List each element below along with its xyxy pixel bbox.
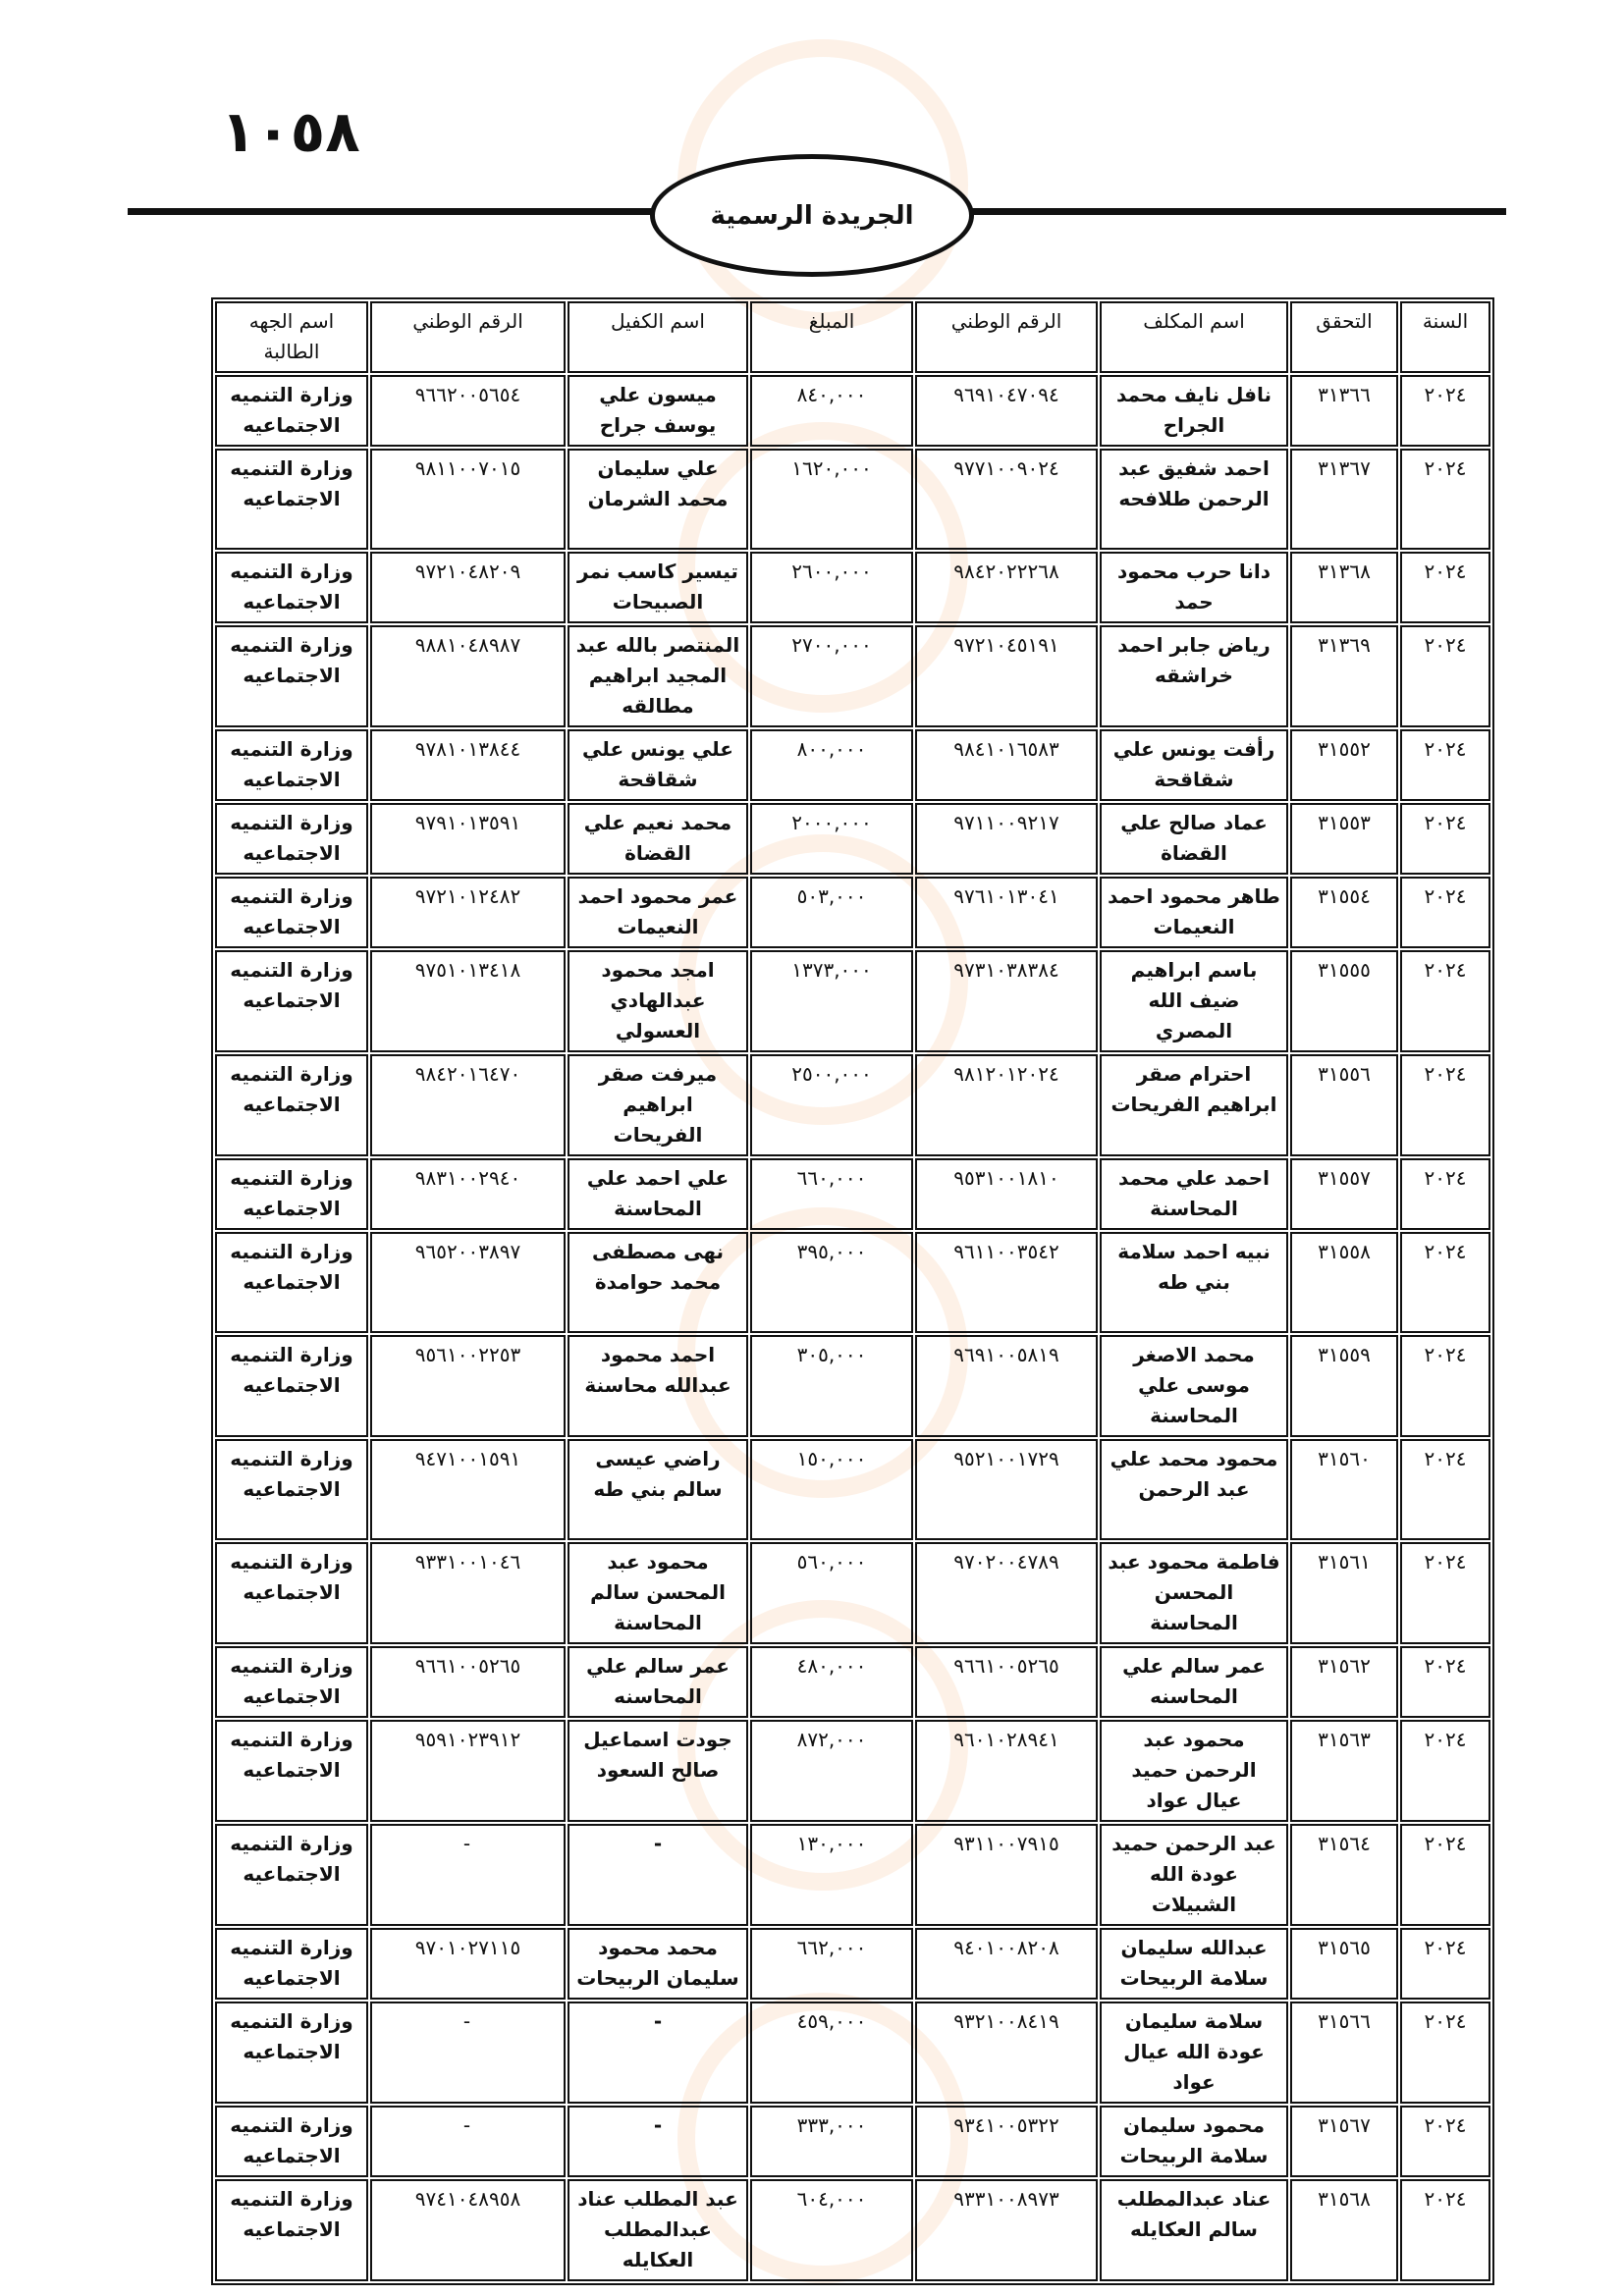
cell-requesting-entity: وزارة التنميه الاجتماعيه — [215, 950, 368, 1052]
cell-guarantor-national-id: ٩٧٤١٠٤٨٩٥٨ — [370, 2179, 566, 2281]
table-row — [215, 1054, 1490, 1156]
table-row — [215, 877, 1490, 948]
cell-year: ٢٠٢٤ — [1400, 1232, 1490, 1333]
cell-guarantor-name: تيسير كاسب نمر الصبيحات — [568, 552, 748, 623]
table-row — [215, 1542, 1490, 1644]
cell-year: ٢٠٢٤ — [1400, 625, 1490, 727]
cell-year: ٢٠٢٤ — [1400, 449, 1490, 550]
cell-requesting-entity: وزارة التنميه الاجتماعيه — [215, 1439, 368, 1540]
cell-year: ٢٠٢٤ — [1400, 1542, 1490, 1644]
cell-requesting-entity: وزارة التنميه الاجتماعيه — [215, 1158, 368, 1230]
cell-taxpayer-name: رأفت يونس علي شقاقحة — [1100, 729, 1288, 801]
cell-requesting-entity: وزارة التنميه الاجتماعيه — [215, 1720, 368, 1822]
cell-taxpayer-national-id: ٩٧٦١٠١٣٠٤١ — [915, 877, 1098, 948]
cell-year: ٢٠٢٤ — [1400, 803, 1490, 875]
cell-amount: ٥٠٣,٠٠٠ — [750, 877, 913, 948]
cell-assessment: ٣١٥٥٦ — [1290, 1054, 1398, 1156]
cell-requesting-entity: وزارة التنميه الاجتماعيه — [215, 2106, 368, 2177]
cell-requesting-entity: وزارة التنميه الاجتماعيه — [215, 1824, 368, 1926]
cell-taxpayer-name: محمود محمد علي عبد الرحمن — [1100, 1439, 1288, 1540]
cell-taxpayer-national-id: ٩٧٣١٠٣٨٣٨٤ — [915, 950, 1098, 1052]
cell-assessment: ٣١٥٥٥ — [1290, 950, 1398, 1052]
cell-guarantor-national-id: ٩٧٠١٠٢٧١١٥ — [370, 1928, 566, 2000]
cell-assessment: ٣١٥٦١ — [1290, 1542, 1398, 1644]
cell-amount: ٢٧٠٠,٠٠٠ — [750, 625, 913, 727]
cell-assessment: ٣١٥٥٧ — [1290, 1158, 1398, 1230]
cell-year: ٢٠٢٤ — [1400, 1054, 1490, 1156]
cell-year: ٢٠٢٤ — [1400, 2002, 1490, 2104]
cell-assessment: ٣١٥٥٣ — [1290, 803, 1398, 875]
column-header-taxpayer-national-id: الرقم الوطني — [915, 301, 1098, 373]
cell-amount: ٦٦٠,٠٠٠ — [750, 1158, 913, 1230]
cell-taxpayer-name: عناد عبدالمطلب سالم العكايله — [1100, 2179, 1288, 2281]
cell-amount: ٦٠٤,٠٠٠ — [750, 2179, 913, 2281]
cell-guarantor-name: المنتصر بالله عبد المجيد ابراهيم مطالقه — [568, 625, 748, 727]
cell-taxpayer-national-id: ٩٦٠١٠٢٨٩٤١ — [915, 1720, 1098, 1822]
cell-guarantor-national-id: ٩٦٦١٠٠٥٢٦٥ — [370, 1646, 566, 1718]
cell-amount: ١٣٠,٠٠٠ — [750, 1824, 913, 1926]
cell-amount: ٤٨٠,٠٠٠ — [750, 1646, 913, 1718]
cell-guarantor-name: - — [568, 2002, 748, 2104]
table-row — [215, 950, 1490, 1052]
table-row — [215, 1158, 1490, 1230]
cell-guarantor-name: محمود عبد المحسن سالم المحاسنة — [568, 1542, 748, 1644]
cell-guarantor-name: ميسون علي يوسف جراح — [568, 375, 748, 447]
cell-amount: ٢٦٠٠,٠٠٠ — [750, 552, 913, 623]
cell-taxpayer-name: عماد صالح علي القضاة — [1100, 803, 1288, 875]
cell-taxpayer-name: احمد علي محمد المحاسنة — [1100, 1158, 1288, 1230]
cell-guarantor-national-id: ٩٦٦٢٠٠٥٦٥٤ — [370, 375, 566, 447]
cell-amount: ٥٦٠,٠٠٠ — [750, 1542, 913, 1644]
cell-year: ٢٠٢٤ — [1400, 1335, 1490, 1437]
cell-amount: ٣٠٥,٠٠٠ — [750, 1335, 913, 1437]
cell-guarantor-name: عمر محمود احمد النعيمات — [568, 877, 748, 948]
cell-taxpayer-national-id: ٩٣١١٠٠٧٩١٥ — [915, 1824, 1098, 1926]
cell-guarantor-national-id: ٩٦٥٢٠٠٣٨٩٧ — [370, 1232, 566, 1333]
cell-amount: ٢٥٠٠,٠٠٠ — [750, 1054, 913, 1156]
cell-assessment: ٣١٥٦٨ — [1290, 2179, 1398, 2281]
cell-taxpayer-national-id: ٩٨٤١٠١٦٥٨٣ — [915, 729, 1098, 801]
cell-guarantor-national-id: ٩٧٩١٠١٣٥٩١ — [370, 803, 566, 875]
cell-year: ٢٠٢٤ — [1400, 375, 1490, 447]
cell-requesting-entity: وزارة التنميه الاجتماعيه — [215, 625, 368, 727]
cell-year: ٢٠٢٤ — [1400, 2106, 1490, 2177]
cell-year: ٢٠٢٤ — [1400, 1158, 1490, 1230]
cell-taxpayer-name: باسم ابراهيم ضيف الله المصري — [1100, 950, 1288, 1052]
cell-guarantor-name: جودت اسماعيل صالح السعود — [568, 1720, 748, 1822]
cell-requesting-entity: وزارة التنميه الاجتماعيه — [215, 375, 368, 447]
cell-requesting-entity: وزارة التنميه الاجتماعيه — [215, 803, 368, 875]
cell-taxpayer-name: طاهر محمود احمد النعيمات — [1100, 877, 1288, 948]
cell-assessment: ٣١٥٥٩ — [1290, 1335, 1398, 1437]
cell-guarantor-national-id: ٩٧٥١٠١٣٤١٨ — [370, 950, 566, 1052]
cell-requesting-entity: وزارة التنميه الاجتماعيه — [215, 1232, 368, 1333]
cell-requesting-entity: وزارة التنميه الاجتماعيه — [215, 2002, 368, 2104]
cell-taxpayer-name: محمد الاصغر موسى علي المحاسنة — [1100, 1335, 1288, 1437]
cell-taxpayer-name: احترام صقر ابراهيم الفريحات — [1100, 1054, 1288, 1156]
cell-requesting-entity: وزارة التنميه الاجتماعيه — [215, 2179, 368, 2281]
cell-year: ٢٠٢٤ — [1400, 950, 1490, 1052]
cell-guarantor-national-id: ٩٥٩١٠٢٣٩١٢ — [370, 1720, 566, 1822]
table-row — [215, 1439, 1490, 1540]
cell-requesting-entity: وزارة التنميه الاجتماعيه — [215, 1335, 368, 1437]
cell-taxpayer-national-id: ٩٨١٢٠١٢٠٢٤ — [915, 1054, 1098, 1156]
cell-guarantor-national-id: ٩٤٧١٠٠١٥٩١ — [370, 1439, 566, 1540]
cell-requesting-entity: وزارة التنميه الاجتماعيه — [215, 877, 368, 948]
cell-year: ٢٠٢٤ — [1400, 1720, 1490, 1822]
cell-amount: ١٣٧٣,٠٠٠ — [750, 950, 913, 1052]
table-row — [215, 1335, 1490, 1437]
cell-assessment: ٣١٣٦٩ — [1290, 625, 1398, 727]
cell-year: ٢٠٢٤ — [1400, 552, 1490, 623]
cell-year: ٢٠٢٤ — [1400, 729, 1490, 801]
cell-requesting-entity: وزارة التنميه الاجتماعيه — [215, 1542, 368, 1644]
cell-taxpayer-national-id: ٩٧٠٢٠٠٤٧٨٩ — [915, 1542, 1098, 1644]
cell-guarantor-name: محمد محمود سليمان الربيحات — [568, 1928, 748, 2000]
data-table — [211, 297, 1494, 2285]
cell-taxpayer-national-id: ٩٧٧١٠٠٩٠٢٤ — [915, 449, 1098, 550]
cell-taxpayer-name: رياض جابر احمد خراشقه — [1100, 625, 1288, 727]
cell-taxpayer-national-id: ٩٣٢١٠٠٨٤١٩ — [915, 2002, 1098, 2104]
cell-guarantor-name: عمر سالم علي المحاسنه — [568, 1646, 748, 1718]
cell-taxpayer-national-id: ٩٥٣١٠٠١٨١٠ — [915, 1158, 1098, 1230]
cell-taxpayer-name: محمود سليمان سلامة الربيحات — [1100, 2106, 1288, 2177]
cell-taxpayer-name: دانا حرب محمود حمد — [1100, 552, 1288, 623]
cell-guarantor-name: راضي عيسى سالم بني طه — [568, 1439, 748, 1540]
page-number: ١٠٥٨ — [221, 98, 360, 165]
cell-assessment: ٣١٥٦٣ — [1290, 1720, 1398, 1822]
cell-taxpayer-national-id: ٩٥٢١٠٠١٧٢٩ — [915, 1439, 1098, 1540]
cell-taxpayer-name: عمر سالم علي المحاسنه — [1100, 1646, 1288, 1718]
table-row — [215, 552, 1490, 623]
cell-year: ٢٠٢٤ — [1400, 1824, 1490, 1926]
cell-guarantor-name: عبد المطلب عناد عبدالمطلب العكايله — [568, 2179, 748, 2281]
cell-guarantor-national-id: ٩٨٨١٠٤٨٩٨٧ — [370, 625, 566, 727]
cell-guarantor-name: علي يونس علي شقاقحة — [568, 729, 748, 801]
cell-assessment: ٣١٥٦٢ — [1290, 1646, 1398, 1718]
column-header-requesting-entity: اسم الجهه الطالبة — [215, 301, 368, 373]
cell-taxpayer-name: نافل نايف محمد الجراح — [1100, 375, 1288, 447]
cell-guarantor-national-id: - — [370, 1824, 566, 1926]
cell-taxpayer-name: عبد الرحمن حميد عودة الله الشبيلات — [1100, 1824, 1288, 1926]
table-row — [215, 1232, 1490, 1333]
table-row — [215, 1928, 1490, 2000]
cell-amount: ٣٩٥,٠٠٠ — [750, 1232, 913, 1333]
table-header-row — [215, 301, 1490, 373]
cell-amount: ٨٤٠,٠٠٠ — [750, 375, 913, 447]
cell-guarantor-name: - — [568, 2106, 748, 2177]
cell-year: ٢٠٢٤ — [1400, 1928, 1490, 2000]
cell-amount: ١٦٢٠,٠٠٠ — [750, 449, 913, 550]
cell-requesting-entity: وزارة التنميه الاجتماعيه — [215, 449, 368, 550]
table-row — [215, 803, 1490, 875]
column-header-year: السنة — [1400, 301, 1490, 373]
table-row — [215, 449, 1490, 550]
cell-guarantor-national-id: ٩٧٢١٠٤٨٢٠٩ — [370, 552, 566, 623]
cell-taxpayer-national-id: ٩٦٩١٠٤٧٠٩٤ — [915, 375, 1098, 447]
cell-guarantor-national-id: ٩٨٤٢٠١٦٤٧٠ — [370, 1054, 566, 1156]
cell-amount: ٣٣٣,٠٠٠ — [750, 2106, 913, 2177]
cell-assessment: ٣١٥٥٤ — [1290, 877, 1398, 948]
cell-amount: ٨٠٠,٠٠٠ — [750, 729, 913, 801]
column-header-guarantor-name: اسم الكفيل — [568, 301, 748, 373]
cell-taxpayer-name: عبدالله سليمان سلامة الربيحات — [1100, 1928, 1288, 2000]
cell-taxpayer-national-id: ٩٧٢١٠٤٥١٩١ — [915, 625, 1098, 727]
cell-guarantor-name: علي احمد علي المحاسنة — [568, 1158, 748, 1230]
table-row — [215, 1646, 1490, 1718]
cell-requesting-entity: وزارة التنميه الاجتماعيه — [215, 729, 368, 801]
cell-taxpayer-national-id: ٩٦٩١٠٠٥٨١٩ — [915, 1335, 1098, 1437]
cell-year: ٢٠٢٤ — [1400, 2179, 1490, 2281]
cell-assessment: ٣١٥٥٢ — [1290, 729, 1398, 801]
gazette-title: الجريدة الرسمية — [650, 154, 974, 277]
cell-guarantor-national-id: ٩٨١١٠٠٧٠١٥ — [370, 449, 566, 550]
cell-amount: ٦٦٢,٠٠٠ — [750, 1928, 913, 2000]
cell-year: ٢٠٢٤ — [1400, 877, 1490, 948]
cell-guarantor-name: محمد نعيم علي القضاة — [568, 803, 748, 875]
cell-guarantor-name: - — [568, 1824, 748, 1926]
cell-taxpayer-national-id: ٩٨٤٢٠٢٢٢٦٨ — [915, 552, 1098, 623]
cell-taxpayer-national-id: ٩٣٤١٠٠٥٣٢٢ — [915, 2106, 1098, 2177]
cell-taxpayer-national-id: ٩٦١١٠٠٣٥٤٢ — [915, 1232, 1098, 1333]
cell-amount: ٤٥٩,٠٠٠ — [750, 2002, 913, 2104]
cell-guarantor-name: احمد محمود عبدالله محاسنة — [568, 1335, 748, 1437]
table-row — [215, 2002, 1490, 2104]
cell-guarantor-national-id: - — [370, 2002, 566, 2104]
table-row — [215, 729, 1490, 801]
cell-taxpayer-name: سلامة سليمان عودة الله عيال عواد — [1100, 2002, 1288, 2104]
table-row — [215, 375, 1490, 447]
cell-guarantor-national-id: ٩٧٨١٠١٣٨٤٤ — [370, 729, 566, 801]
cell-requesting-entity: وزارة التنميه الاجتماعيه — [215, 1054, 368, 1156]
cell-guarantor-name: نهى مصطفى محمد حوامدة — [568, 1232, 748, 1333]
cell-taxpayer-name: فاطمة محمود عبد المحسن المحاسنة — [1100, 1542, 1288, 1644]
cell-guarantor-national-id: ٩٣٣١٠٠١٠٤٦ — [370, 1542, 566, 1644]
cell-amount: ٢٠٠٠,٠٠٠ — [750, 803, 913, 875]
cell-year: ٢٠٢٤ — [1400, 1439, 1490, 1540]
column-header-assessment: التحقق — [1290, 301, 1398, 373]
cell-guarantor-national-id: ٩٥٦١٠٠٢٢٥٣ — [370, 1335, 566, 1437]
cell-requesting-entity: وزارة التنميه الاجتماعيه — [215, 1928, 368, 2000]
cell-taxpayer-name: نبيه احمد سلامة بني طه — [1100, 1232, 1288, 1333]
cell-assessment: ٣١٥٦٧ — [1290, 2106, 1398, 2177]
table-row — [215, 1824, 1490, 1926]
cell-guarantor-national-id: - — [370, 2106, 566, 2177]
cell-guarantor-name: علي سليمان محمد الشرمان — [568, 449, 748, 550]
cell-guarantor-national-id: ٩٧٢١٠١٢٤٨٢ — [370, 877, 566, 948]
cell-taxpayer-national-id: ٩٤٠١٠٠٨٢٠٨ — [915, 1928, 1098, 2000]
table-row — [215, 1720, 1490, 1822]
cell-guarantor-name: امجد محمود عبدالهادي العسولي — [568, 950, 748, 1052]
column-header-amount: المبلغ — [750, 301, 913, 373]
column-header-guarantor-national-id: الرقم الوطني — [370, 301, 566, 373]
cell-assessment: ٣١٥٦٤ — [1290, 1824, 1398, 1926]
cell-assessment: ٣١٥٥٨ — [1290, 1232, 1398, 1333]
cell-assessment: ٣١٣٦٦ — [1290, 375, 1398, 447]
cell-taxpayer-national-id: ٩٣٣١٠٠٨٩٧٣ — [915, 2179, 1098, 2281]
cell-taxpayer-name: محمود عبد الرحمن حميد عيال عواد — [1100, 1720, 1288, 1822]
column-header-taxpayer-name: اسم المكلف — [1100, 301, 1288, 373]
cell-taxpayer-national-id: ٩٧١١٠٠٩٢١٧ — [915, 803, 1098, 875]
table-row — [215, 625, 1490, 727]
cell-taxpayer-national-id: ٩٦٦١٠٠٥٢٦٥ — [915, 1646, 1098, 1718]
cell-year: ٢٠٢٤ — [1400, 1646, 1490, 1718]
cell-amount: ١٥٠,٠٠٠ — [750, 1439, 913, 1540]
cell-assessment: ٣١٣٦٨ — [1290, 552, 1398, 623]
cell-assessment: ٣١٣٦٧ — [1290, 449, 1398, 550]
cell-taxpayer-name: احمد شفيق عبد الرحمن طلافحه — [1100, 449, 1288, 550]
cell-requesting-entity: وزارة التنميه الاجتماعيه — [215, 1646, 368, 1718]
cell-guarantor-name: ميرفت صقر ابراهيم الفريحات — [568, 1054, 748, 1156]
cell-amount: ٨٧٢,٠٠٠ — [750, 1720, 913, 1822]
cell-assessment: ٣١٥٦٦ — [1290, 2002, 1398, 2104]
cell-assessment: ٣١٥٦٠ — [1290, 1439, 1398, 1540]
table-row — [215, 2106, 1490, 2177]
table-row — [215, 2179, 1490, 2281]
cell-assessment: ٣١٥٦٥ — [1290, 1928, 1398, 2000]
cell-guarantor-national-id: ٩٨٣١٠٠٢٩٤٠ — [370, 1158, 566, 1230]
cell-requesting-entity: وزارة التنميه الاجتماعيه — [215, 552, 368, 623]
